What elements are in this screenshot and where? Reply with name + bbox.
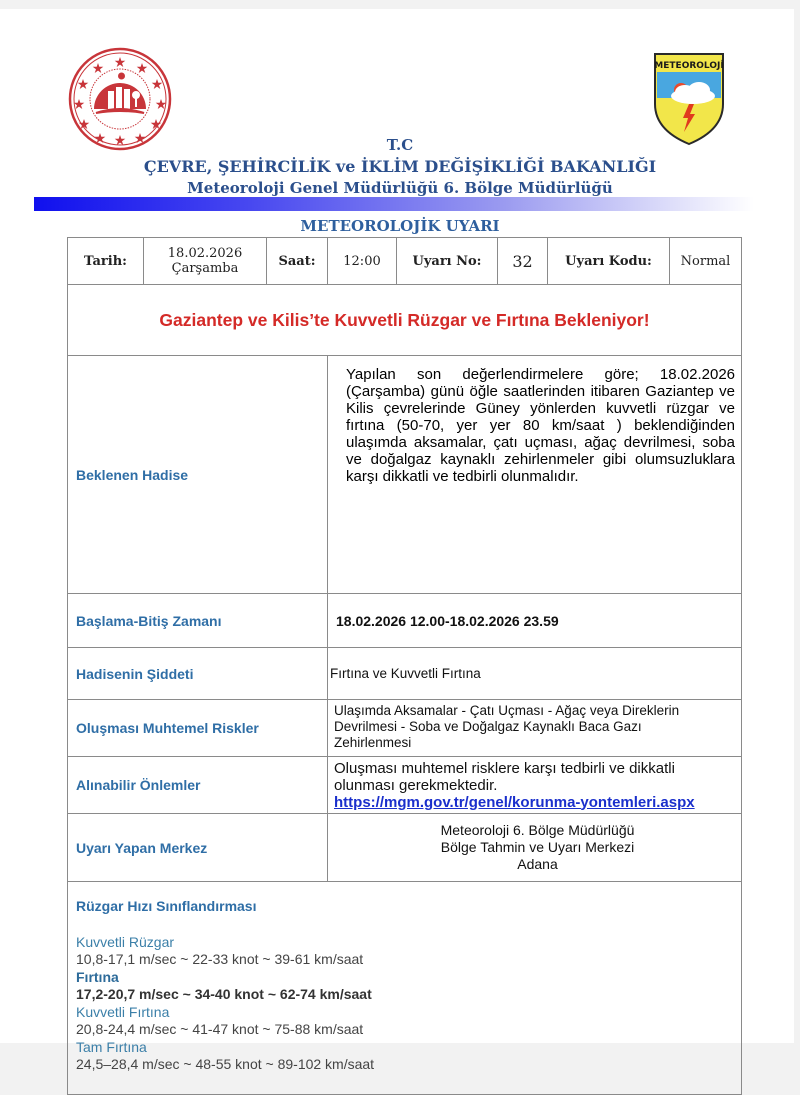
expected-event-text: Yapılan son değerlendirmelere göre; 18.02.2026 (Çarşamba) günü öğle saatlerinden itibaren Gaziantep ve Kilis çevrelerinde Güney yönlerden kuvvetli rüzgar ve fırtına (50-70, yer yer 80 km/saat ) beklendiğinden ulaşımda aksamalar, çatı uçması, ağaç devrilmesi, soba ve doğalgaz kaynaklı zehirlenmeler gibi olumsuzluklara karşı dikkatli ve tedbirli olunmalıdır. xyxy=(328,356,742,594)
wind-classification-row xyxy=(68,882,742,1095)
severity-label: Hadisenin Şiddeti xyxy=(68,648,328,700)
expected-event-label: Beklenen Hadise xyxy=(68,356,328,594)
wind-class-name: Kuvvetli Fırtına xyxy=(76,1003,170,1020)
issuer-cell xyxy=(328,814,742,882)
wind-class-range: 17,2-20,7 m/sec ~ 34-40 knot ~ 62-74 km/saat xyxy=(76,986,372,1002)
severity-row xyxy=(68,648,742,700)
risks-value: Ulaşımda Aksamalar - Çatı Uçması - Ağaç veya Direklerin Devrilmesi - Soba ve Doğalgaz Kaynaklı Baca Gazı Zehirlenmesi xyxy=(328,700,742,757)
warning-code-value: Normal xyxy=(670,238,742,285)
issuer-line-3: Adana xyxy=(517,856,558,872)
warning-no-value: 32 xyxy=(498,238,548,285)
warning-code-label: Uyarı Kodu: xyxy=(548,238,670,285)
date-value xyxy=(144,238,267,285)
issuer-line-2: Bölge Tahmin ve Uyarı Merkezi xyxy=(440,839,635,855)
period-row xyxy=(68,594,742,648)
measures-cell xyxy=(328,757,742,814)
issuer-line-1: Meteoroloji 6. Bölge Müdürlüğü xyxy=(440,822,635,838)
risks-row xyxy=(68,700,742,757)
date: 18.02.2026 xyxy=(167,246,243,261)
wind-classification-title: Rüzgar Hızı Sınıflandırması xyxy=(76,898,257,914)
header-divider-bar xyxy=(34,197,754,211)
meta-row xyxy=(68,238,742,285)
document-title: METEOROLOJİK UYARI xyxy=(300,217,500,235)
measures-value: Oluşması muhtemel risklere karşı tedbirli ve dikkatli olunması gerekmektedir. xyxy=(334,759,675,794)
wind-class-name: Tam Fırtına xyxy=(76,1038,147,1055)
period-value: 18.02.2026 12.00-18.02.2026 23.59 xyxy=(328,594,742,648)
period-label: Başlama-Bitiş Zamanı xyxy=(68,594,328,648)
header-tc: T.C xyxy=(386,136,414,154)
meteoroloji-badge-icon xyxy=(653,52,725,146)
date-label: Tarih: xyxy=(68,238,144,285)
header-ministry: ÇEVRE, ŞEHİRCİLİK ve İKLİM DEĞİŞİKLİĞİ BAKANLIĞI xyxy=(143,157,657,176)
wind-class-range: 24,5–28,4 m/sec ~ 48-55 knot ~ 89-102 km/saat xyxy=(76,1056,375,1072)
risks-label: Oluşması Muhtemel Riskler xyxy=(68,700,328,757)
wind-class-name: Fırtına xyxy=(76,968,119,985)
warning-headline: Gaziantep ve Kilis’te Kuvvetli Rüzgar ve Fırtına Bekleniyor! xyxy=(68,285,742,356)
header-directorate: Meteoroloji Genel Müdürlüğü 6. Bölge Müdürlüğü xyxy=(187,179,613,197)
weekday: Çarşamba xyxy=(171,261,239,276)
severity-value: Fırtına ve Kuvvetli Fırtına xyxy=(328,648,742,700)
expected-event-row xyxy=(68,356,742,594)
measures-row xyxy=(68,757,742,814)
wind-class-name: Kuvvetli Rüzgar xyxy=(76,933,175,950)
wind-classification-cell xyxy=(68,882,742,1095)
issuer-label: Uyarı Yapan Merkez xyxy=(68,814,328,882)
wind-class-range: 20,8-24,4 m/sec ~ 41-47 knot ~ 75-88 km/saat xyxy=(76,1021,364,1037)
time-label: Saat: xyxy=(267,238,328,285)
protection-methods-link[interactable]: https://mgm.gov.tr/genel/korunma-yontemleri.aspx xyxy=(334,793,695,811)
svg-text:METEOROLOJİ: METEOROLOJİ xyxy=(654,61,724,71)
wind-class-range: 10,8-17,1 m/sec ~ 22-33 knot ~ 39-61 km/saat xyxy=(76,951,364,967)
warning-no-label: Uyarı No: xyxy=(397,238,498,285)
measures-label: Alınabilir Önlemler xyxy=(68,757,328,814)
warning-table xyxy=(67,237,742,1095)
issuer-row xyxy=(68,814,742,882)
time-value: 12:00 xyxy=(328,238,397,285)
